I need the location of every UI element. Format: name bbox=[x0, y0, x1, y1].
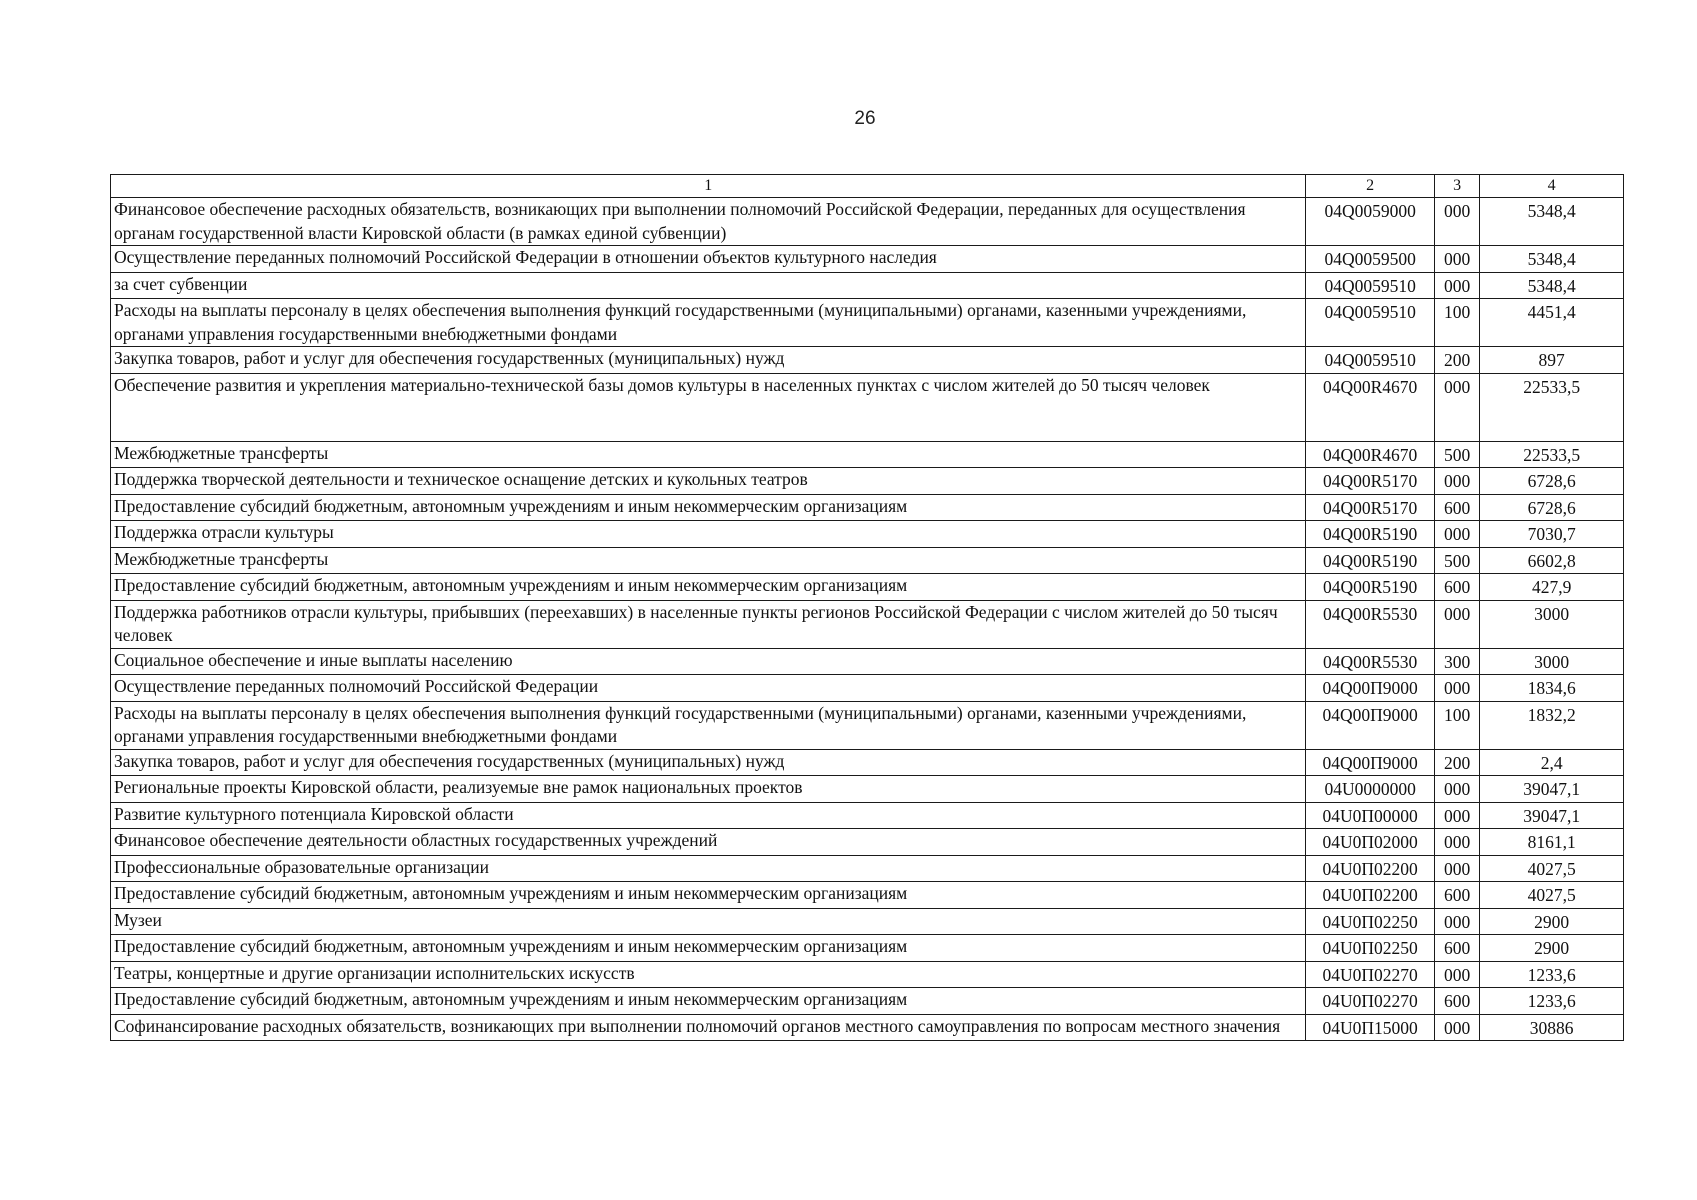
table-row bbox=[111, 648, 1624, 675]
table-row bbox=[111, 701, 1624, 749]
row-name-cell: Поддержка отрасли культуры bbox=[111, 521, 1306, 548]
page-number: 26 bbox=[854, 108, 876, 129]
row-name-cell: Поддержка работников отрасли культуры, прибывших (переехавших) в населенные пункты регионов Российской Федерации с числом жителей до 50 тысяч человек bbox=[111, 600, 1306, 648]
table-row bbox=[111, 675, 1624, 702]
table-row bbox=[111, 521, 1624, 548]
table-row bbox=[111, 776, 1624, 803]
row-type-cell: 000 bbox=[1434, 246, 1480, 273]
row-name-cell: Предоставление субсидий бюджетным, автономным учреждениям и иным некоммерческим организациям bbox=[111, 574, 1306, 601]
row-type-cell: 000 bbox=[1434, 675, 1480, 702]
row-type-cell: 000 bbox=[1434, 468, 1480, 495]
row-sum-cell: 22533,5 bbox=[1480, 441, 1624, 468]
row-type-cell: 100 bbox=[1434, 701, 1480, 749]
row-type-cell: 500 bbox=[1434, 547, 1480, 574]
table-row bbox=[111, 988, 1624, 1015]
row-name-cell: за счет субвенции bbox=[111, 272, 1306, 299]
header-col-2: 2 bbox=[1306, 175, 1434, 198]
row-code-cell: 04U0000000 bbox=[1306, 776, 1434, 803]
row-code-cell: 04Q0059510 bbox=[1306, 299, 1434, 347]
row-name-cell: Осуществление переданных полномочий Российской Федерации в отношении объектов культурного наследия bbox=[111, 246, 1306, 273]
row-name-cell: Театры, концертные и другие организации исполнительских искусств bbox=[111, 961, 1306, 988]
table-row bbox=[111, 908, 1624, 935]
table-row bbox=[111, 749, 1624, 776]
row-name-cell: Предоставление субсидий бюджетным, автономным учреждениям и иным некоммерческим организациям bbox=[111, 988, 1306, 1015]
row-name-cell: Обеспечение развития и укрепления материально-технической базы домов культуры в населенных пунктах с числом жителей до 50 тысяч человек bbox=[111, 373, 1306, 441]
row-code-cell: 04U0П02000 bbox=[1306, 829, 1434, 856]
row-type-cell: 000 bbox=[1434, 855, 1480, 882]
row-name-cell: Предоставление субсидий бюджетным, автономным учреждениям и иным некоммерческим организациям bbox=[111, 882, 1306, 909]
row-type-cell: 600 bbox=[1434, 574, 1480, 601]
header-col-1: 1 bbox=[111, 175, 1306, 198]
row-type-cell: 000 bbox=[1434, 961, 1480, 988]
table-row bbox=[111, 1014, 1624, 1041]
row-sum-cell: 4027,5 bbox=[1480, 882, 1624, 909]
row-type-cell: 600 bbox=[1434, 988, 1480, 1015]
table-row bbox=[111, 373, 1624, 441]
row-code-cell: 04Q00R5190 bbox=[1306, 547, 1434, 574]
row-name-cell: Расходы на выплаты персоналу в целях обеспечения выполнения функций государственными (муниципальными) органами, казенными учреждениями, органами управления государственными внебюджетными фондами bbox=[111, 299, 1306, 347]
row-sum-cell: 2900 bbox=[1480, 935, 1624, 962]
row-code-cell: 04Q0059510 bbox=[1306, 347, 1434, 374]
row-name-cell: Финансовое обеспечение расходных обязательств, возникающих при выполнении полномочий Российской Федерации, переданных для осуществления органам государственной власти Кировской области (в рамках единой субвенции) bbox=[111, 198, 1306, 246]
row-sum-cell: 5348,4 bbox=[1480, 272, 1624, 299]
row-code-cell: 04U0П00000 bbox=[1306, 802, 1434, 829]
header-col-4: 4 bbox=[1480, 175, 1624, 198]
row-code-cell: 04Q00П9000 bbox=[1306, 701, 1434, 749]
row-type-cell: 200 bbox=[1434, 347, 1480, 374]
row-name-cell: Софинансирование расходных обязательств, возникающих при выполнении полномочий органов местного самоуправления по вопросам местного значения bbox=[111, 1014, 1306, 1041]
row-sum-cell: 427,9 bbox=[1480, 574, 1624, 601]
row-code-cell: 04Q00R5530 bbox=[1306, 648, 1434, 675]
table-row bbox=[111, 961, 1624, 988]
row-sum-cell: 897 bbox=[1480, 347, 1624, 374]
row-code-cell: 04Q00R5170 bbox=[1306, 494, 1434, 521]
row-type-cell: 500 bbox=[1434, 441, 1480, 468]
header-row bbox=[111, 175, 1624, 198]
header-col-3: 3 bbox=[1434, 175, 1480, 198]
row-code-cell: 04Q00R5170 bbox=[1306, 468, 1434, 495]
row-code-cell: 04U0П02200 bbox=[1306, 882, 1434, 909]
row-sum-cell: 3000 bbox=[1480, 600, 1624, 648]
table-row bbox=[111, 547, 1624, 574]
row-sum-cell: 6602,8 bbox=[1480, 547, 1624, 574]
row-sum-cell: 6728,6 bbox=[1480, 468, 1624, 495]
row-type-cell: 200 bbox=[1434, 749, 1480, 776]
row-type-cell: 000 bbox=[1434, 198, 1480, 246]
row-sum-cell: 3000 bbox=[1480, 648, 1624, 675]
row-type-cell: 600 bbox=[1434, 935, 1480, 962]
row-name-cell: Социальное обеспечение и иные выплаты населению bbox=[111, 648, 1306, 675]
table-row bbox=[111, 574, 1624, 601]
row-sum-cell: 1832,2 bbox=[1480, 701, 1624, 749]
row-name-cell: Закупка товаров, работ и услуг для обеспечения государственных (муниципальных) нужд bbox=[111, 749, 1306, 776]
row-code-cell: 04Q0059500 bbox=[1306, 246, 1434, 273]
row-code-cell: 04Q00R5190 bbox=[1306, 521, 1434, 548]
table-row bbox=[111, 198, 1624, 246]
row-type-cell: 000 bbox=[1434, 600, 1480, 648]
row-code-cell: 04U0П02200 bbox=[1306, 855, 1434, 882]
row-code-cell: 04Q00R5190 bbox=[1306, 574, 1434, 601]
row-sum-cell: 4027,5 bbox=[1480, 855, 1624, 882]
row-code-cell: 04Q00R5530 bbox=[1306, 600, 1434, 648]
table-row bbox=[111, 600, 1624, 648]
row-sum-cell: 5348,4 bbox=[1480, 246, 1624, 273]
row-code-cell: 04Q00R4670 bbox=[1306, 373, 1434, 441]
row-type-cell: 300 bbox=[1434, 648, 1480, 675]
row-sum-cell: 1233,6 bbox=[1480, 961, 1624, 988]
row-sum-cell: 5348,4 bbox=[1480, 198, 1624, 246]
table-row bbox=[111, 829, 1624, 856]
row-type-cell: 000 bbox=[1434, 829, 1480, 856]
row-sum-cell: 8161,1 bbox=[1480, 829, 1624, 856]
row-sum-cell: 30886 bbox=[1480, 1014, 1624, 1041]
row-sum-cell: 7030,7 bbox=[1480, 521, 1624, 548]
row-type-cell: 000 bbox=[1434, 802, 1480, 829]
row-sum-cell: 1233,6 bbox=[1480, 988, 1624, 1015]
table-row bbox=[111, 855, 1624, 882]
row-type-cell: 000 bbox=[1434, 272, 1480, 299]
row-code-cell: 04Q00П9000 bbox=[1306, 675, 1434, 702]
row-code-cell: 04U0П02270 bbox=[1306, 961, 1434, 988]
budget-table bbox=[110, 174, 1624, 1041]
row-name-cell: Поддержка творческой деятельности и техническое оснащение детских и кукольных театров bbox=[111, 468, 1306, 495]
table-row bbox=[111, 441, 1624, 468]
row-sum-cell: 2900 bbox=[1480, 908, 1624, 935]
row-type-cell: 000 bbox=[1434, 908, 1480, 935]
row-name-cell: Межбюджетные трансферты bbox=[111, 547, 1306, 574]
row-code-cell: 04U0П02270 bbox=[1306, 988, 1434, 1015]
table-row bbox=[111, 246, 1624, 273]
row-name-cell: Региональные проекты Кировской области, реализуемые вне рамок национальных проектов bbox=[111, 776, 1306, 803]
row-code-cell: 04U0П02250 bbox=[1306, 908, 1434, 935]
table-row bbox=[111, 272, 1624, 299]
row-type-cell: 000 bbox=[1434, 373, 1480, 441]
row-type-cell: 100 bbox=[1434, 299, 1480, 347]
row-name-cell: Музеи bbox=[111, 908, 1306, 935]
row-name-cell: Закупка товаров, работ и услуг для обеспечения государственных (муниципальных) нужд bbox=[111, 347, 1306, 374]
table-row bbox=[111, 882, 1624, 909]
row-type-cell: 600 bbox=[1434, 494, 1480, 521]
row-name-cell: Предоставление субсидий бюджетным, автономным учреждениям и иным некоммерческим организациям bbox=[111, 494, 1306, 521]
row-name-cell: Развитие культурного потенциала Кировской области bbox=[111, 802, 1306, 829]
row-sum-cell: 39047,1 bbox=[1480, 802, 1624, 829]
row-code-cell: 04U0П02250 bbox=[1306, 935, 1434, 962]
table-row bbox=[111, 347, 1624, 374]
row-code-cell: 04Q0059000 bbox=[1306, 198, 1434, 246]
row-name-cell: Профессиональные образовательные организации bbox=[111, 855, 1306, 882]
row-type-cell: 000 bbox=[1434, 521, 1480, 548]
row-code-cell: 04Q00П9000 bbox=[1306, 749, 1434, 776]
row-name-cell: Осуществление переданных полномочий Российской Федерации bbox=[111, 675, 1306, 702]
table-row bbox=[111, 935, 1624, 962]
row-name-cell: Расходы на выплаты персоналу в целях обеспечения выполнения функций государственными (муниципальными) органами, казенными учреждениями, органами управления государственными внебюджетными фондами bbox=[111, 701, 1306, 749]
row-name-cell: Межбюджетные трансферты bbox=[111, 441, 1306, 468]
table-row bbox=[111, 802, 1624, 829]
row-sum-cell: 22533,5 bbox=[1480, 373, 1624, 441]
table-row bbox=[111, 299, 1624, 347]
row-sum-cell: 2,4 bbox=[1480, 749, 1624, 776]
row-code-cell: 04U0П15000 bbox=[1306, 1014, 1434, 1041]
table-body bbox=[111, 198, 1624, 1041]
row-code-cell: 04Q0059510 bbox=[1306, 272, 1434, 299]
row-code-cell: 04Q00R4670 bbox=[1306, 441, 1434, 468]
row-name-cell: Финансовое обеспечение деятельности областных государственных учреждений bbox=[111, 829, 1306, 856]
row-type-cell: 600 bbox=[1434, 882, 1480, 909]
row-type-cell: 000 bbox=[1434, 776, 1480, 803]
table-row bbox=[111, 494, 1624, 521]
table-header bbox=[111, 175, 1624, 198]
row-sum-cell: 39047,1 bbox=[1480, 776, 1624, 803]
row-name-cell: Предоставление субсидий бюджетным, автономным учреждениям и иным некоммерческим организациям bbox=[111, 935, 1306, 962]
table-row bbox=[111, 468, 1624, 495]
row-sum-cell: 6728,6 bbox=[1480, 494, 1624, 521]
row-sum-cell: 1834,6 bbox=[1480, 675, 1624, 702]
row-type-cell: 000 bbox=[1434, 1014, 1480, 1041]
row-sum-cell: 4451,4 bbox=[1480, 299, 1624, 347]
